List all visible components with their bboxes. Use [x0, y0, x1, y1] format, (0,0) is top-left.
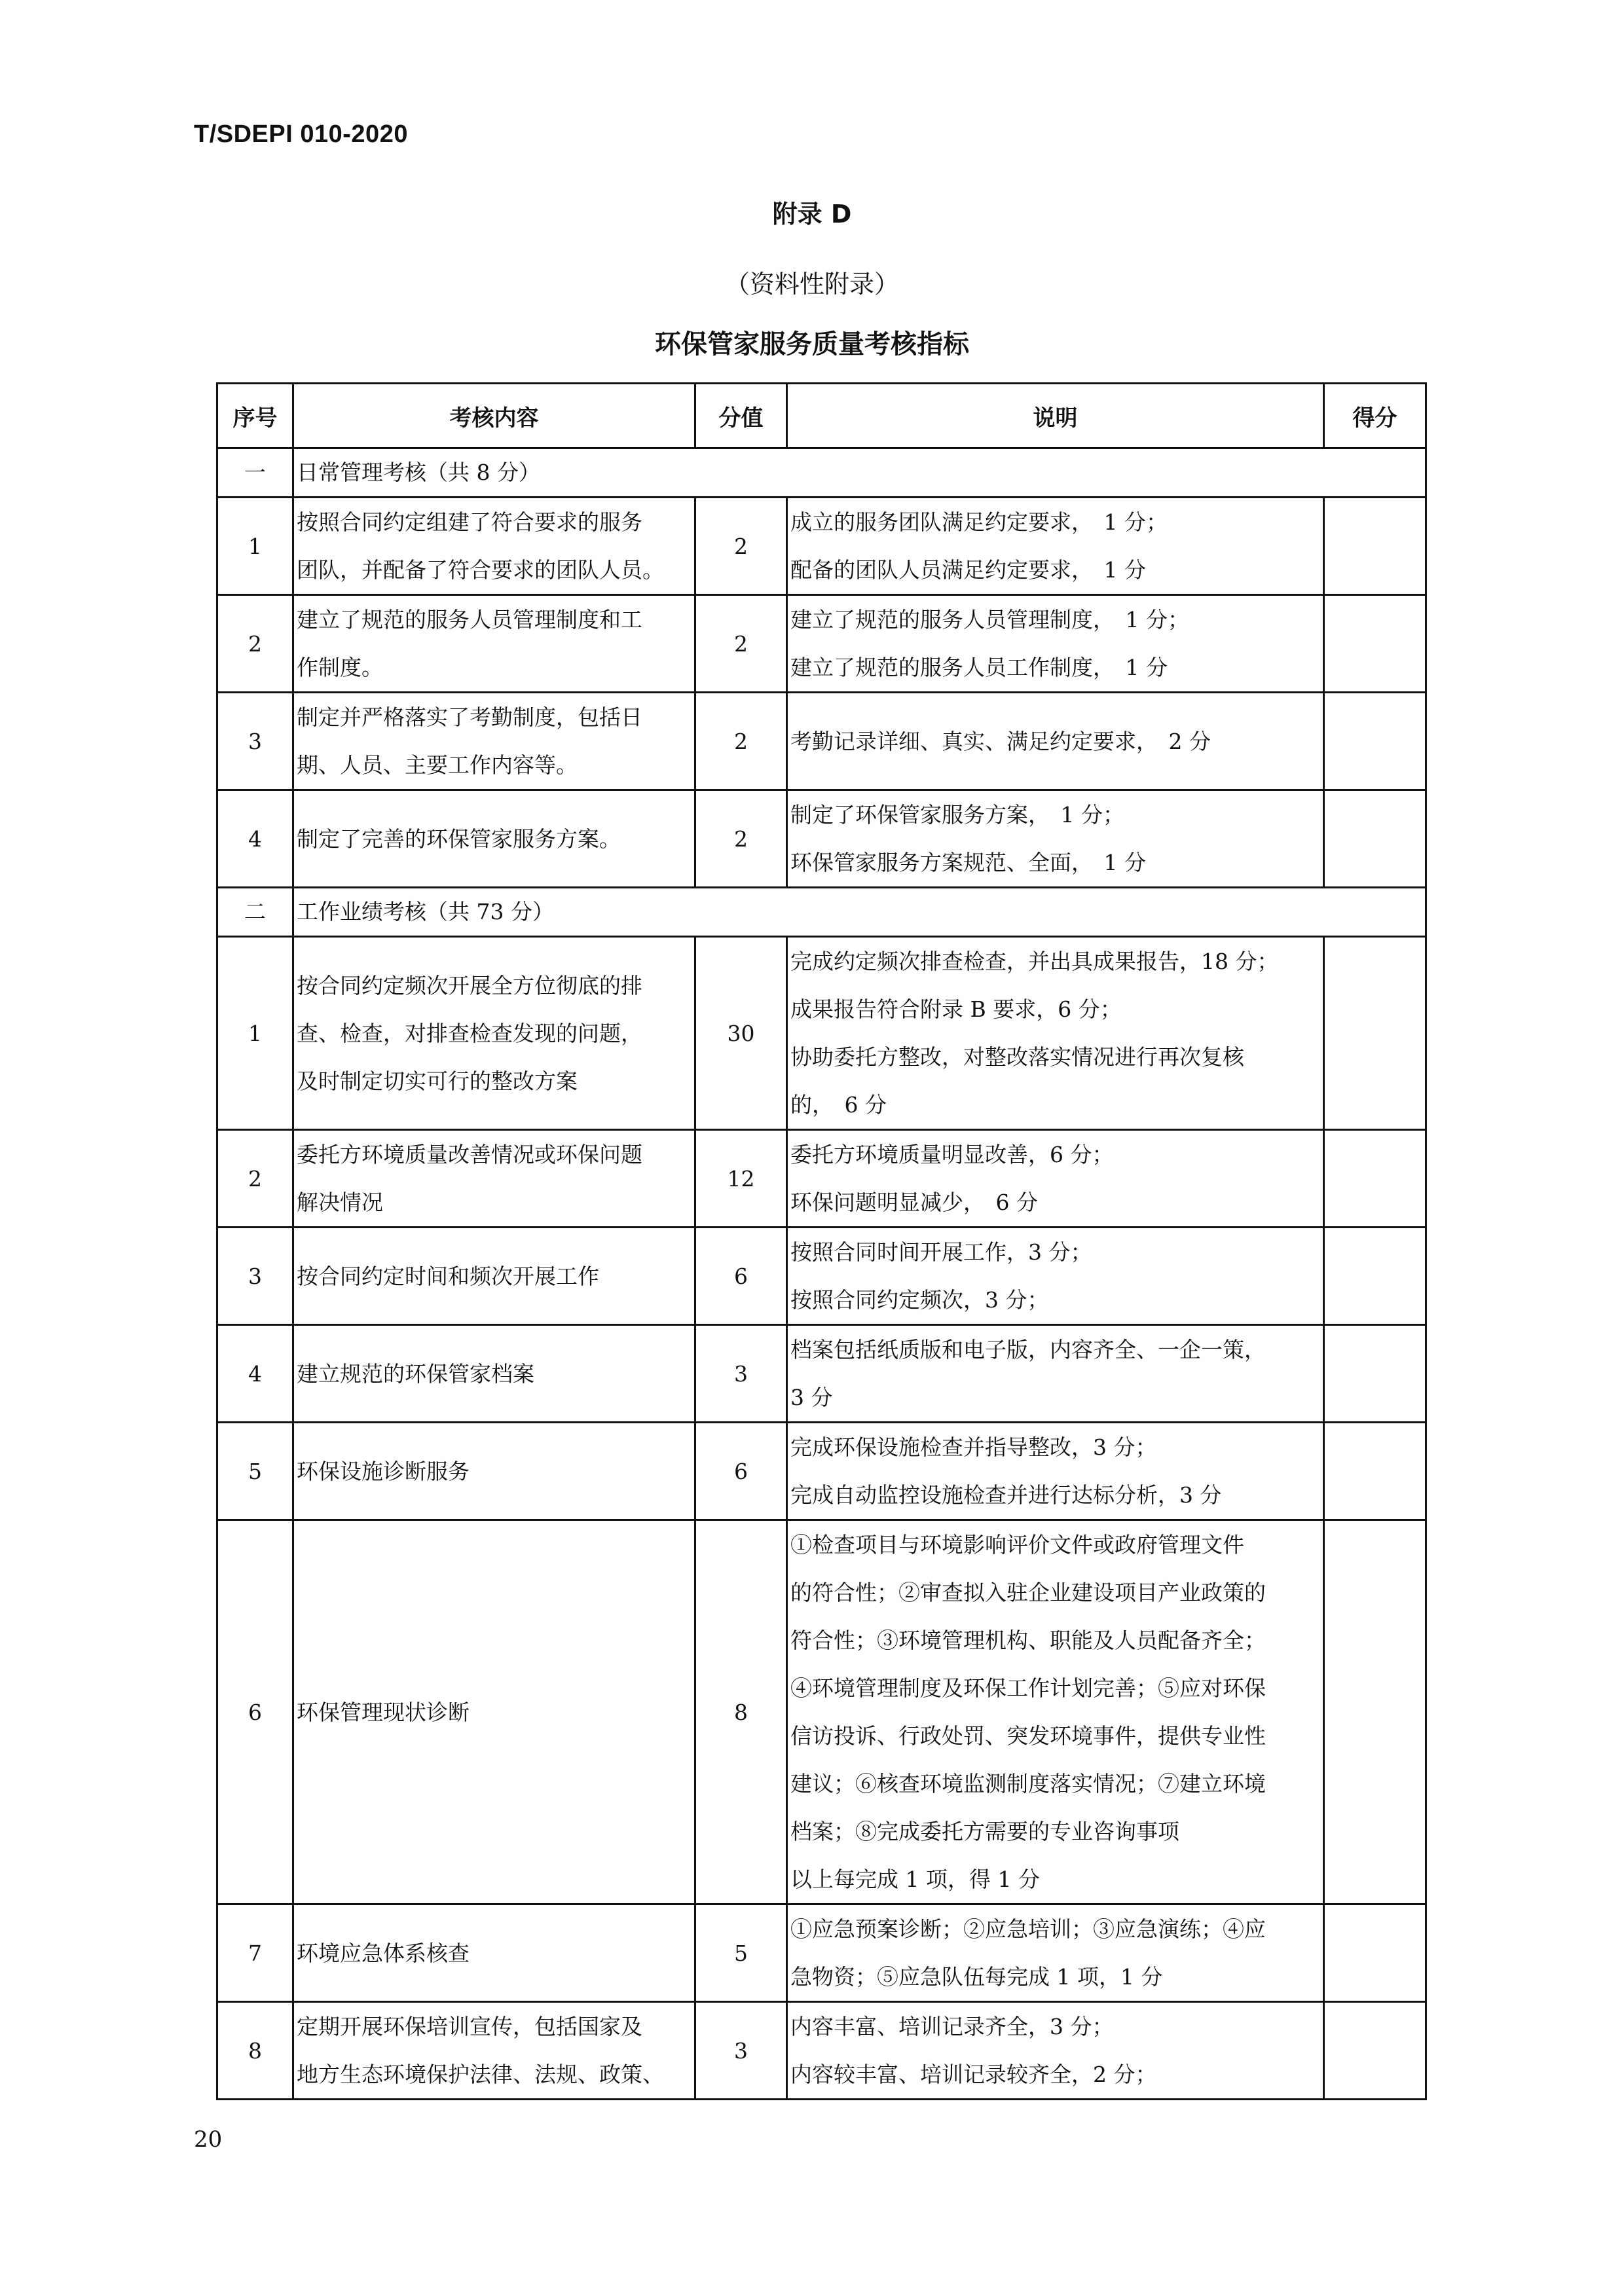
- content-line: 按照合同约定组建了符合要求的服务: [297, 509, 642, 535]
- content-line: 团队，并配备了符合要求的团队人员。: [297, 557, 664, 583]
- description-line: 内容丰富、培训记录齐全，3 分；: [790, 2014, 1114, 2039]
- table-row: [217, 498, 1426, 595]
- description: [787, 2002, 1324, 2100]
- description: [787, 498, 1324, 595]
- content-line: 环保设施诊断服务: [297, 1458, 470, 1484]
- description-line: 建立了规范的服务人员管理制度， 1 分；: [790, 607, 1189, 632]
- section-label: 日常管理考核（共 8 分）: [293, 448, 1426, 498]
- standard-code: T/SDEPI 010-2020: [194, 120, 408, 148]
- column-header-no: 序号: [217, 384, 293, 448]
- score-value: 2: [695, 790, 787, 888]
- description-line: 按照合同约定频次，3 分；: [790, 1287, 1049, 1313]
- table-row: [217, 937, 1426, 1130]
- content-line: 解决情况: [297, 1190, 383, 1215]
- score-value: 3: [695, 1325, 787, 1423]
- description: [787, 1423, 1324, 1520]
- description-line: 符合性；③环境管理机构、职能及人员配备齐全；: [790, 1628, 1266, 1653]
- content-line: 建立了规范的服务人员管理制度和工: [297, 607, 642, 632]
- earned-score-cell[interactable]: [1324, 498, 1426, 595]
- assessment-content: [293, 1904, 695, 2002]
- content-line: 地方生态环境保护法律、法规、政策、: [297, 2062, 664, 2087]
- content-line: 及时制定切实可行的整改方案: [297, 1068, 578, 1094]
- table-row: [217, 2002, 1426, 2100]
- content-line: 制定并严格落实了考勤制度，包括日: [297, 704, 642, 730]
- row-number: 1: [217, 937, 293, 1130]
- description-line: 建议；⑥核查环境监测制度落实情况；⑦建立环境: [790, 1771, 1266, 1796]
- score-value: 30: [695, 937, 787, 1130]
- content-line: 作制度。: [297, 655, 383, 680]
- description-line: 协助委托方整改，对整改落实情况进行再次复核: [790, 1044, 1244, 1070]
- assessment-content: [293, 1130, 695, 1228]
- earned-score-cell[interactable]: [1324, 937, 1426, 1130]
- earned-score-cell[interactable]: [1324, 693, 1426, 790]
- description: [787, 595, 1324, 693]
- description: [787, 937, 1324, 1130]
- section-index: 一: [217, 448, 293, 498]
- section-index: 二: [217, 888, 293, 937]
- content-line: 期、人员、主要工作内容等。: [297, 752, 578, 778]
- assessment-content: [293, 595, 695, 693]
- score-value: 6: [695, 1228, 787, 1325]
- description: [787, 1130, 1324, 1228]
- row-number: 2: [217, 595, 293, 693]
- section-row: [217, 888, 1426, 937]
- earned-score-cell[interactable]: [1324, 2002, 1426, 2100]
- description-line: 配备的团队人员满足约定要求， 1 分: [790, 557, 1146, 583]
- assessment-content: [293, 693, 695, 790]
- score-value: 5: [695, 1904, 787, 2002]
- content-line: 定期开展环保培训宣传，包括国家及: [297, 2014, 642, 2039]
- description-line: 完成约定频次排查检查，并出具成果报告，18 分；: [790, 949, 1279, 974]
- row-number: 6: [217, 1520, 293, 1904]
- assessment-content: [293, 498, 695, 595]
- table-title: 环保管家服务质量考核指标: [655, 329, 969, 359]
- description-line: 档案包括纸质版和电子版，内容齐全、一企一策，: [790, 1337, 1266, 1362]
- description-line: 考勤记录详细、真实、满足约定要求， 2 分: [790, 728, 1211, 754]
- assessment-content: [293, 790, 695, 888]
- earned-score-cell[interactable]: [1324, 1130, 1426, 1228]
- score-value: 3: [695, 2002, 787, 2100]
- content-line: 委托方环境质量改善情况或环保问题: [297, 1142, 642, 1167]
- earned-score-cell[interactable]: [1324, 1423, 1426, 1520]
- table-row: [217, 595, 1426, 693]
- earned-score-cell[interactable]: [1324, 1325, 1426, 1423]
- column-header-earned: 得分: [1324, 384, 1426, 448]
- table-row: [217, 1325, 1426, 1423]
- description-line: ①应急预案诊断；②应急培训；③应急演练；④应: [790, 1916, 1266, 1942]
- content-line: 制定了完善的环保管家服务方案。: [297, 826, 621, 852]
- description-line: ④环境管理制度及环保工作计划完善；⑤应对环保: [790, 1675, 1266, 1701]
- row-number: 5: [217, 1423, 293, 1520]
- row-number: 7: [217, 1904, 293, 2002]
- description-line: 信访投诉、行政处罚、突发环境事件，提供专业性: [790, 1723, 1266, 1749]
- appendix-title: 附录 D: [772, 200, 852, 228]
- section-row: [217, 448, 1426, 498]
- table-row: [217, 1228, 1426, 1325]
- score-value: 6: [695, 1423, 787, 1520]
- table-row: [217, 1520, 1426, 1904]
- content-line: 建立规范的环保管家档案: [297, 1360, 534, 1387]
- assessment-content: [293, 1325, 695, 1423]
- description-line: 的符合性；②审查拟入驻企业建设项目产业政策的: [790, 1580, 1266, 1605]
- row-number: 4: [217, 790, 293, 888]
- description-line: 档案；⑧完成委托方需要的专业咨询事项: [790, 1819, 1179, 1844]
- section-label: 工作业绩考核（共 73 分）: [293, 888, 1426, 937]
- description: [787, 1520, 1324, 1904]
- earned-score-cell[interactable]: [1324, 595, 1426, 693]
- description-line: 急物资；⑤应急队伍每完成 1 项，1 分: [790, 1964, 1163, 1990]
- description-line: 委托方环境质量明显改善，6 分；: [790, 1142, 1114, 1167]
- assessment-content: [293, 937, 695, 1130]
- description: [787, 1904, 1324, 2002]
- assessment-content: [293, 1228, 695, 1325]
- content-line: 环保管理现状诊断: [297, 1699, 470, 1725]
- description: [787, 790, 1324, 888]
- description-line: 成果报告符合附录 B 要求，6 分；: [790, 996, 1122, 1022]
- row-number: 2: [217, 1130, 293, 1228]
- description-line: 成立的服务团队满足约定要求， 1 分；: [790, 509, 1168, 535]
- column-header-content: 考核内容: [293, 384, 695, 448]
- page-number: 20: [194, 2126, 223, 2153]
- row-number: 3: [217, 1228, 293, 1325]
- earned-score-cell[interactable]: [1324, 1228, 1426, 1325]
- content-line: 查、检查，对排查检查发现的问题，: [297, 1020, 642, 1046]
- appendix-type: （资料性附录）: [724, 270, 899, 299]
- description-line: 3 分: [790, 1385, 833, 1410]
- description: [787, 1325, 1324, 1423]
- row-number: 4: [217, 1325, 293, 1423]
- score-value: 8: [695, 1520, 787, 1904]
- table-row: [217, 1904, 1426, 2002]
- table-row: [217, 790, 1426, 888]
- assessment-content: [293, 1423, 695, 1520]
- earned-score-cell[interactable]: [1324, 1520, 1426, 1904]
- row-number: 3: [217, 693, 293, 790]
- row-number: 8: [217, 2002, 293, 2100]
- description-line: 的， 6 分: [790, 1092, 887, 1118]
- description-line: 完成环保设施检查并指导整改，3 分；: [790, 1434, 1157, 1460]
- score-value: 12: [695, 1130, 787, 1228]
- table-row: [217, 1423, 1426, 1520]
- description-line: ①检查项目与环境影响评价文件或政府管理文件: [790, 1532, 1244, 1558]
- score-value: 2: [695, 693, 787, 790]
- content-line: 按合同约定频次开展全方位彻底的排: [297, 972, 642, 998]
- description-line: 环保问题明显减少， 6 分: [790, 1190, 1038, 1215]
- description-line: 建立了规范的服务人员工作制度， 1 分: [790, 655, 1168, 680]
- earned-score-cell[interactable]: [1324, 1904, 1426, 2002]
- column-header-description: 说明: [787, 384, 1324, 448]
- description-line: 制定了环保管家服务方案， 1 分；: [790, 802, 1124, 828]
- score-value: 2: [695, 595, 787, 693]
- description-line: 完成自动监控设施检查并进行达标分析，3 分: [790, 1482, 1222, 1508]
- description-line: 以上每完成 1 项，得 1 分: [790, 1867, 1040, 1892]
- content-line: 环境应急体系核查: [297, 1940, 470, 1966]
- table-header-row: [217, 384, 1426, 448]
- table-row: [217, 1130, 1426, 1228]
- assessment-content: [293, 1520, 695, 1904]
- description-line: 内容较丰富、培训记录较齐全，2 分；: [790, 2062, 1157, 2087]
- description-line: 环保管家服务方案规范、全面， 1 分: [790, 850, 1146, 875]
- column-header-score: 分值: [695, 384, 787, 448]
- table-row: [217, 693, 1426, 790]
- content-line: 按合同约定时间和频次开展工作: [297, 1263, 599, 1289]
- score-value: 2: [695, 498, 787, 595]
- earned-score-cell[interactable]: [1324, 790, 1426, 888]
- row-number: 1: [217, 498, 293, 595]
- assessment-content: [293, 2002, 695, 2100]
- description: [787, 693, 1324, 790]
- description-line: 按照合同时间开展工作，3 分；: [790, 1239, 1092, 1265]
- description: [787, 1228, 1324, 1325]
- indicator-table: [216, 382, 1427, 2100]
